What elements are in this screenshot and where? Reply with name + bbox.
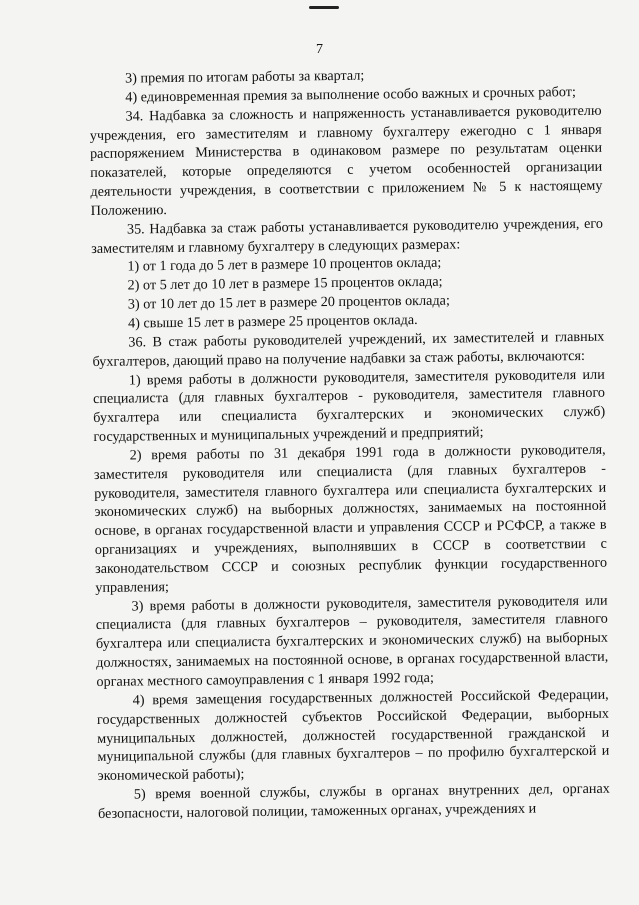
paragraph-36-item-3: 3) время работы в должности руководителя, заместителя руководителя или специалиста (для главных бухгалтеров – руководителя, заместителя главного бухгалтера или специалиста бухгалтерских и экономических служб) на выборных должностях, занимаемых на постоянной основе, в органах государственной власти, органах местного самоуправления с 1 января 1992 года; (95, 592, 609, 690)
paragraph-35-item-2: 2) от 5 лет до 10 лет в размере 15 процентов оклада; (127, 273, 443, 294)
paragraph-quarter-bonus: 3) премия по итогам работы за квартал; (125, 67, 365, 87)
paragraph-one-time-bonus: 4) единовременная премия за выполнение особо важных и срочных работ; (125, 83, 576, 106)
paragraph-36-item-2: 2) время работы по 31 декабря 1991 года в должности руководителя, заместителя руководителя или специалиста (для главных бухгалтеров - руководителя, заместителя главного бухгалтера или специалиста бухгалтерских и экономических служб) на выборных должностях, занимаемых на постоянной основе, в органах государственной власти и управления СССР и РСФСР, а также в организациях и учреждениях, выполнявших в СССР в соответствии с законодательством СССР и союзных республик функции государственного управления; (93, 441, 608, 596)
paragraph-36-item-4: 4) время замещения государственных должностей Российской Федерации, государственных должностей субъектов Российской Федерации, выборных муниципальных должностей, должностей государственной гражданской и муниципальной службы (для главных бухгалтеров – по профилю бухгалтерской и экономической работы); (96, 686, 610, 785)
paragraph-35: 35. Надбавка за стаж работы устанавливается руководителю учреждения, его заместителям и главному бухгалтеру в следующих размерах: (91, 215, 604, 257)
paragraph-35-item-3: 3) от 10 лет до 15 лет в размере 20 процентов оклада; (127, 292, 450, 313)
page-number: 7 (316, 42, 323, 57)
paragraph-36-item-5: 5) время военной службы, службы в органах внутренних дел, органах безопасности, налоговой полиции, таможенных органах, учреждениях и (97, 780, 610, 822)
paragraph-36: 36. В стаж работы руководителей учреждений, их заместителей и главных бухгалтеров, дающий право на получение надбавки за стаж работы, включаются: (92, 328, 605, 370)
scan-artifact-mark (309, 6, 339, 9)
document-body (89, 64, 610, 824)
paragraph-36-item-1: 1) время работы в должности руководителя, заместителя руководителя или специалиста (для главных бухгалтеров - руководителя, заместителя главного бухгалтера или специалиста бухгалтерских и экономических служб) государственных и муниципальных учреждений и предприятий; (92, 366, 606, 446)
paragraph-34: 34. Надбавка за сложность и напряженность устанавливается руководителю учреждения, его заместителям и главному бухгалтеру ежегодно с 1 января распоряжением Министерства в одинаковом размере по результатам оценки показателей, которые определяются с учетом особенностей организации деятельности учреждения, в соответствии с приложением № 5 к настоящему Положению. (89, 102, 603, 219)
paragraph-35-item-1: 1) от 1 года до 5 лет в размере 10 процентов оклада; (127, 255, 442, 275)
paragraph-35-item-4: 4) свыше 15 лет в размере 25 процентов оклада. (128, 311, 418, 332)
